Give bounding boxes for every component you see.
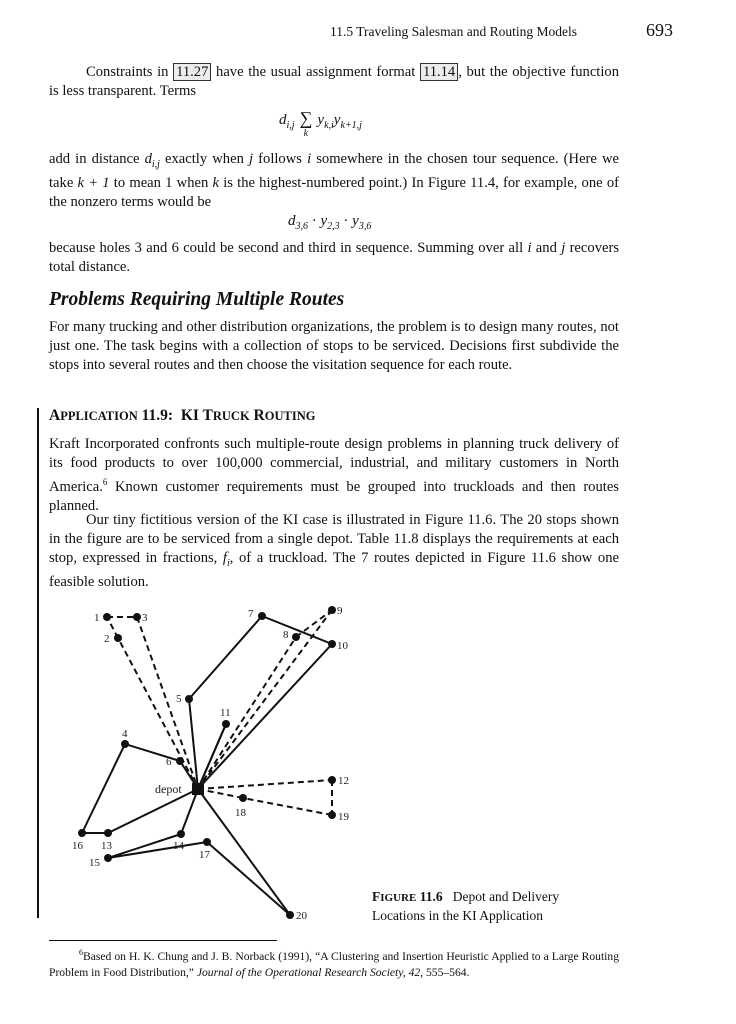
app-heading-title-2: R	[249, 407, 265, 424]
stop-label-13: 13	[101, 840, 112, 852]
stop-node-9	[328, 606, 336, 614]
stop-node-3	[133, 613, 141, 621]
para2-text-4: somewhere in the chosen tour sequence. (Here we take	[49, 151, 620, 191]
route-g-segment-15-17	[108, 842, 207, 858]
formula2-d-subscript: 3,6	[295, 221, 308, 232]
para2-text-1: add in distance	[49, 151, 145, 167]
stop-node-16	[78, 829, 86, 837]
stop-node-19	[328, 811, 336, 819]
stop-label-10: 10	[337, 640, 348, 652]
formula1-y1: y	[317, 112, 325, 128]
para3-text-2: and	[531, 240, 562, 256]
caption-text-2: Locations in the KI Application	[372, 908, 543, 923]
route-layer	[82, 610, 332, 915]
stop-label-15: 15	[89, 857, 100, 869]
stop-node-7	[258, 612, 266, 620]
stop-label-7: 7	[248, 608, 254, 620]
stop-label-8: 8	[283, 629, 289, 641]
stop-label-19: 19	[338, 811, 349, 823]
route-g-segment-17-20	[207, 842, 290, 915]
route-e-segment-6-4	[125, 744, 180, 761]
stop-node-8	[292, 633, 300, 641]
para2-var-i: i	[307, 151, 312, 167]
app-heading-num: 11.9:	[137, 407, 174, 424]
para2-var-d: d	[144, 151, 152, 167]
app-p2-text-2: , of a truckload. The 7 routes depicted in Figure 11.6 show one feasible solution.	[49, 550, 619, 590]
stop-node-2	[114, 634, 122, 642]
app-heading-cap: A	[49, 407, 61, 424]
para1-text-1: Constraints in	[86, 64, 174, 80]
page-number: 693	[646, 20, 673, 40]
app-heading-title-small-2: OUTING	[264, 409, 316, 423]
footnote-number: 6	[79, 948, 83, 957]
para2-var-d-subscript: i,j	[151, 158, 160, 170]
para2-text-5: to mean 1 when	[109, 174, 213, 191]
stop-node-5	[185, 695, 193, 703]
formula2-dot-1: ·	[308, 213, 321, 229]
formula1-y1-subscript: k,i	[324, 120, 334, 131]
section-heading: Problems Requiring Multiple Routes	[49, 289, 345, 310]
route-b-segment-depot-8	[198, 637, 296, 789]
paragraph-multiple-routes: For many trucking and other distribution organizations, the problem is to design many routes, not just one. The task begins with a collection of stops to be serviced. Decisions first subdivide the stops into several routes and then choose the visitation sequence for each route.	[49, 319, 619, 373]
footnote-journal: Journal of the Operational Research Society, 42,	[196, 965, 424, 979]
route-a-segment-depot-2	[118, 638, 198, 789]
route-c-segment-5-7	[189, 616, 262, 699]
app-heading-title-1: KI T	[173, 407, 213, 424]
stop-node-4	[121, 740, 129, 748]
stop-label-4: 4	[122, 728, 128, 740]
stop-label-9: 9	[337, 605, 343, 617]
formula2-y2-subscript: 3,6	[358, 221, 372, 232]
stop-node-18	[239, 794, 247, 802]
stop-node-13	[104, 829, 112, 837]
app-heading-small: PPLICATION	[60, 409, 138, 423]
para3-text-1: because holes 3 and 6 could be second and third in sequence. Summing over all	[49, 240, 528, 256]
stop-label-6: 6	[166, 756, 172, 768]
app-p1-text-1: Kraft Incorporated confronts such multiple-route design problems in planning truck delivery of its food products to over 100,000 commercial, industrial, and military customers in North America.	[49, 436, 619, 495]
stop-node-6	[176, 757, 184, 765]
label-layer	[72, 605, 350, 922]
depot-label: depot	[155, 782, 182, 796]
route-f-segment-depot-12	[198, 780, 332, 789]
para2-var-k: k	[212, 174, 219, 191]
formula2-y1-subscript: 2,3	[327, 221, 340, 232]
stop-node-15	[104, 854, 112, 862]
stop-node-14	[177, 830, 185, 838]
para1-text-3: , but the objective function is less transparent. Terms	[49, 64, 620, 99]
route-f-segment-19-18	[243, 798, 332, 815]
para2-text-6: is the highest-numbered point.) In Figure 11.4, for example, one of the nonzero terms would be	[49, 174, 619, 210]
running-head: 11.5 Traveling Salesman and Routing Models	[330, 24, 577, 39]
route-b-segment-8-9	[296, 610, 332, 637]
formula2-y1: y	[320, 213, 328, 229]
stop-label-17: 17	[199, 849, 210, 861]
stop-label-18: 18	[235, 807, 246, 819]
formula1-y2: y	[333, 112, 341, 128]
app-heading-title-small: RUCK	[212, 409, 250, 423]
footnote-marker[interactable]: 6	[102, 477, 108, 487]
caption-line-1	[372, 888, 559, 907]
stop-node-11	[222, 720, 230, 728]
caption-small: IGURE	[380, 892, 417, 904]
summation-index: k	[303, 128, 309, 139]
stop-label-16: 16	[72, 840, 83, 852]
footnote-rule	[49, 940, 277, 941]
para3-text-3: recovers total distance.	[49, 240, 620, 275]
stop-label-12: 12	[338, 775, 349, 787]
para2-text-2: exactly when	[159, 151, 249, 167]
depot-marker	[192, 783, 204, 795]
caption-figure-label	[372, 889, 443, 904]
footnote	[49, 945, 619, 981]
stop-label-2: 2	[104, 633, 110, 645]
para2-expr-k-plus-1: k + 1	[77, 174, 110, 191]
formula2-y2: y	[352, 213, 359, 229]
caption-text-1: Depot and Delivery	[452, 889, 560, 904]
summation-sign: ∑	[299, 108, 313, 128]
app-p2-var-f: f	[222, 550, 227, 566]
para1-text-2: have the usual assignment format	[211, 64, 420, 80]
stop-label-14: 14	[173, 840, 184, 852]
stop-label-20: 20	[296, 910, 307, 922]
stop-label-5: 5	[176, 693, 182, 705]
stop-node-1	[103, 613, 111, 621]
route-g-segment-14-15	[108, 834, 181, 858]
stop-node-17	[203, 838, 211, 846]
formula1-d-subscript: i,j	[286, 120, 295, 131]
para3-var-j: j	[561, 240, 566, 256]
app-p2-text-1: Our tiny fictitious version of the KI case is illustrated in Figure 11.6. The 20 stops shown in the figure are to be serviced from a single depot. Table 11.8 displays the requirements at each stop, expressed in fractions,	[49, 512, 619, 566]
stop-label-1: 1	[94, 612, 100, 624]
stop-node-10	[328, 640, 336, 648]
para2-var-j: j	[249, 151, 254, 167]
caption-cap: F	[372, 889, 381, 904]
equation-ref-11-14[interactable]: 11.14	[420, 63, 458, 81]
app-p2-var-f-subscript: i	[226, 557, 230, 569]
equation-ref-11-27[interactable]: 11.27	[173, 63, 211, 81]
stop-label-3: 3	[142, 612, 148, 624]
formula1-y2-subscript: k+1,j	[340, 120, 362, 131]
caption-num: 11.6	[416, 889, 443, 904]
stop-label-11: 11	[220, 707, 231, 719]
route-e-segment-4-16	[82, 744, 125, 833]
stop-node-12	[328, 776, 336, 784]
footnote-text-1: Based on H. K. Chung and J. B. Norback (1991), “A Clustering and Insertion Heuristic Applied to a Large Routing Problem in Food Distribution,”	[49, 949, 619, 979]
footnote-text-2: 555–564.	[423, 965, 470, 979]
formula1-d: d	[279, 112, 287, 128]
para2-text-3: follows	[253, 151, 308, 167]
app-p1-text-2: Known customer requirements must be grouped into truckloads and then routes planned.	[49, 478, 619, 514]
formula2-d: d	[288, 213, 296, 229]
para3-var-i: i	[527, 240, 532, 256]
figure-caption	[372, 888, 559, 924]
formula2-dot-2: ·	[339, 213, 353, 229]
stop-node-20	[286, 911, 294, 919]
